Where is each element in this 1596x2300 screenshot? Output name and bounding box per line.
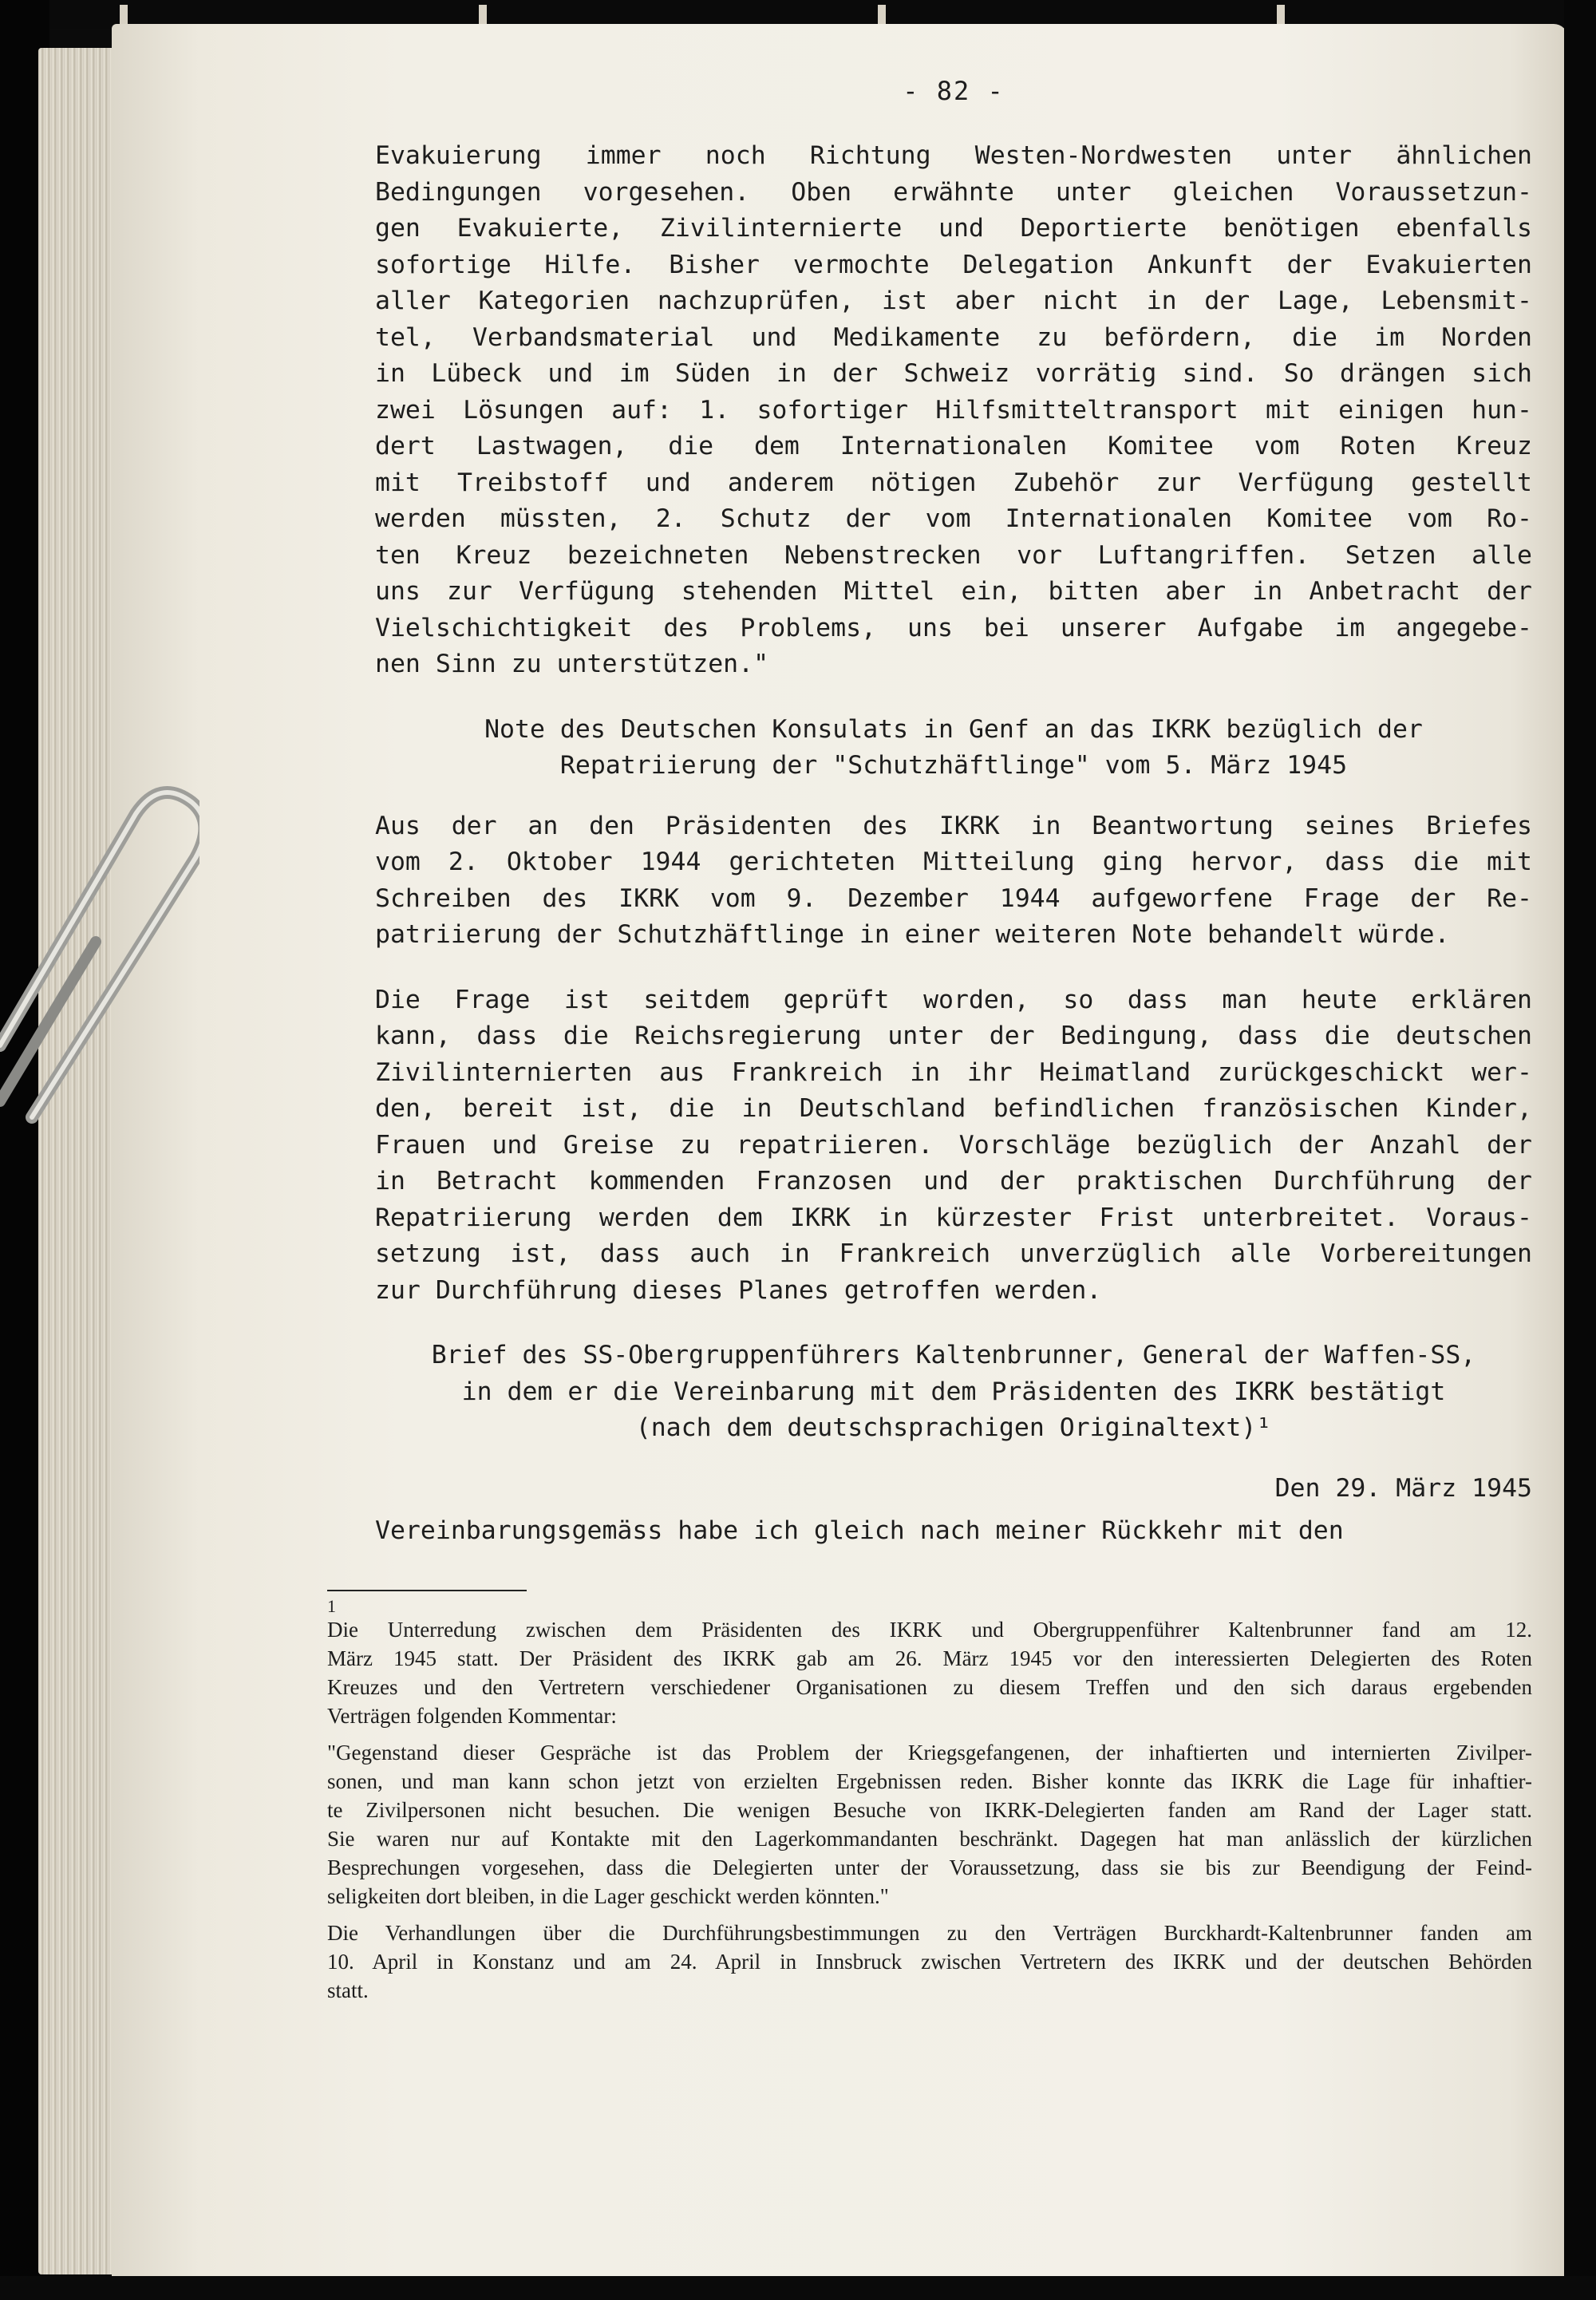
footnote [327,1615,1532,2013]
paragraph [375,138,1532,683]
text-line: Brief des SS-Obergruppenführers Kaltenbrunner, General der Waffen-SS, [431,1341,1476,1369]
footnote-line: te Zivilpersonen nicht besuchen. Die wenigen Besuche von IKRK-Delegierten fanden am Rand der Lager statt. [327,1797,1532,1822]
text-line: in Betracht kommenden Franzosen und der praktischen Durchführung der [375,1167,1532,1195]
footnote-line: "Gegenstand dieser Gespräche ist das Problem der Kriegsgefangenen, der inhaftierten und internierten Zivilper- [327,1740,1532,1765]
text-line: dert Lastwagen, die dem Internationalen Komitee vom Roten Kreuz [375,432,1532,460]
text-line: in dem er die Vereinbarung mit dem Präsidenten des IKRK bestätigt [461,1377,1446,1406]
section-heading [375,1338,1532,1447]
text-line: tel, Verbandsmaterial und Medikamente zu befördern, die im Norden [375,322,1532,352]
footnote-line: Sie waren nur auf Kontakte mit den Lagerkommandanten beschränkt. Dagegen hat man anlässlich der kürzlichen [327,1826,1532,1851]
text-line: Bedingungen vorgesehen. Oben erwähnte unter gleichen Voraussetzun- [375,177,1532,207]
paperclip-icon [0,782,200,1165]
text-line: zwei Lösungen auf: 1. sofortiger Hilfsmitteltransport mit einigen hun- [375,395,1532,425]
text-line: mit Treibstoff und anderem nötigen Zubehör zur Verfügung gestellt [375,468,1532,497]
text-line: Schreiben des IKRK vom 9. Dezember 1944 aufgeworfene Frage der Re- [375,883,1532,913]
text-line: Vereinbarungsgemäss habe ich gleich nach meiner Rückkehr mit den [375,1516,1344,1545]
text-line: kann, dass die Reichsregierung unter der Bedingung, dass die deutschen [375,1022,1532,1050]
paragraph [375,982,1532,1310]
text-line: Repatriierung der "Schutzhäftlinge" vom 5. März 1945 [559,751,1348,780]
text-line: Repatriierung werden dem IKRK in kürzester Frist unterbreitet. Voraus- [375,1203,1532,1232]
footnote-line: Verträgen folgenden Kommentar: [327,1703,617,1728]
scan-frame-right [1564,0,1596,2300]
footnote-line: statt. [327,1978,369,2002]
text-line: uns zur Verfügung stehenden Mittel ein, bitten aber in Anbetracht der [375,577,1532,606]
text-line: aller Kategorien nachzuprüfen, ist aber nicht in der Lage, Lebensmit- [375,287,1532,315]
text-line: Aus der an den Präsidenten des IKRK in Beantwortung seines Briefes [375,811,1532,840]
text-line: nen Sinn zu unterstützen." [375,650,769,678]
text-line: setzung ist, dass auch in Frankreich unverzüglich alle Vorbereitungen [375,1239,1532,1268]
letter-date: Den 29. März 1945 [1274,1473,1532,1503]
footnote-line: Besprechungen vorgesehen, dass die Delegierten unter der Voraussetzung, dass sie bis zur Beendigung der Feind- [327,1855,1532,1879]
text-line: (nach dem deutschsprachigen Originaltext)¹ [635,1413,1272,1442]
text-line: gen Evakuierte, Zivilinternierte und Deportierte benötigen ebenfalls [375,214,1532,243]
page-number: - 82 - [903,76,1005,106]
text-line: in Lübeck und im Süden in der Schweiz vorrätig sind. So drängen sich [375,359,1532,388]
text-line: werden müssten, 2. Schutz der vom Internationalen Komitee vom Ro- [375,504,1532,533]
footnote-line: seligkeiten dort bleiben, in die Lager geschickt werden könnten." [327,1883,889,1908]
footnote-line: März 1945 statt. Der Präsident des IKRK gab am 26. März 1945 vor den interessierten Delegierten des Roten [327,1646,1532,1670]
text-line: patriierung der Schutzhäftlinge in einer weiteren Note behandelt würde. [375,920,1450,949]
paragraph [375,808,1532,954]
footnote-rule [327,1590,527,1591]
footnote-line: Kreuzes und den Vertretern verschiedener Organisationen zu diesem Treffen und den sich daraus ergebenden [327,1674,1532,1699]
text-line: Evakuierung immer noch Richtung Westen-Nordwesten unter ähnlichen [375,141,1532,170]
footnote-line: sonen, und man kann schon jetzt von erzielten Ergebnissen reden. Bisher konnte das IKRK die Lage für inhaftier- [327,1768,1532,1793]
text-line: ten Kreuz bezeichneten Nebenstrecken vor Luftangriffen. Setzen alle [375,540,1532,570]
text-line: den, bereit ist, die in Deutschland befindlichen französischen Kinder, [375,1094,1532,1123]
text-line: Die Frage ist seitdem geprüft worden, so dass man heute erklären [375,985,1532,1014]
paragraph [375,1513,1532,1550]
text-line: Zivilinternierten aus Frankreich in ihr Heimatland zurückgeschickt wer- [375,1057,1532,1087]
text-line: Note des Deutschen Konsulats in Genf an das IKRK bezüglich der [484,714,1423,744]
footnote-line: Die Unterredung zwischen dem Präsidenten des IKRK und Obergruppenführer Kaltenbrunner fand am 12. [327,1617,1532,1642]
text-line: Vielschichtigkeit des Problems, uns bei unserer Aufgabe im angegebe- [375,613,1532,642]
text-line: zur Durchführung dieses Planes getroffen werden. [375,1275,1102,1305]
footnote-mark: 1 [327,1595,336,1616]
footnote-line: 10. April in Konstanz und am 24. April in Innsbruck zwischen Vertretern des IKRK und der deutschen Behörden [327,1949,1532,1974]
text-line: sofortige Hilfe. Bisher vermochte Delegation Ankunft der Evakuierten [375,250,1532,279]
text-line: vom 2. Oktober 1944 gerichteten Mitteilung ging hervor, dass die mit [375,848,1532,876]
scan-frame-bottom [0,2276,1596,2300]
footnote-line: Die Verhandlungen über die Durchführungsbestimmungen zu den Verträgen Burckhardt-Kaltenbrunner fanden am [327,1920,1532,1945]
document-body [375,138,1532,1550]
text-line: Frauen und Greise zu repatriieren. Vorschläge bezüglich der Anzahl der [375,1130,1532,1160]
page-text [327,76,1532,2013]
section-heading [375,712,1532,784]
